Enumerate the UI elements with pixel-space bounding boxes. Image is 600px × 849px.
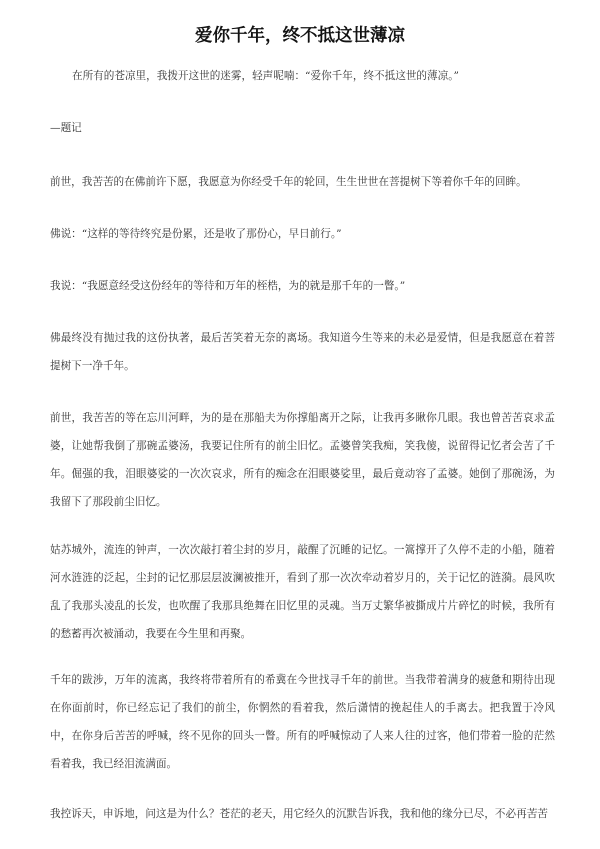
body-paragraph: 我说：“我愿意经受这份经年的等待和万年的桎梏，为的就是那千年的一瞥。” xyxy=(50,280,406,292)
body-paragraph: 我控诉天，申诉地，问这是为什么？苍茫的老天，用它经久的沉默告诉我，我和他的缘分已尽，不必再苦苦 xyxy=(50,808,548,820)
body-paragraph: 前世，我苦苦的等在忘川河畔，为的是在那船夫为你撑船离开之际，让我再多瞅你几眼。我也曾苦苦哀求孟婆，让她帮我倒了那碗孟婆汤，我要记住所有的前尘旧忆。孟婆曾笑我痴，笑我傻，说留得记忆者会苦了千年。倔强的我，泪眼婆娑的一次次哀求，所有的痴念在泪眼婆娑里，最后竟动容了孟婆。她倒了那碗汤，为我留下了那段前尘旧忆。 xyxy=(50,412,555,508)
body-paragraph: 佛最终没有抛过我的这份执著，最后苦笑着无奈的离场。我知道今生等来的未必是爱情，但是我愿意在着菩提树下一净千年。 xyxy=(50,332,555,372)
epigraph-attribution: —题记 xyxy=(50,122,82,134)
epigraph-paragraph: 在所有的苍凉里，我拨开这世的迷雾，轻声呢喃：“爱你千年，终不抵这世的薄凉。” xyxy=(72,70,459,82)
body-paragraph: 姑苏城外，流连的钟声，一次次敲打着尘封的岁月，敲醒了沉睡的记忆。一篙撑开了久停不走的小船，随着河水涟涟的泛起，尘封的记忆那层层波澜被推开，看到了那一次次牵动着岁月的，关于记忆的涟漪。晨风吹乱了我那头凌乱的长发，也吹醒了我那具绝舞在旧忆里的灵魂。当万丈繁华被撕成片片碎忆的时候，我所有的愁蓄再次被涌动，我要在今生里和再聚。 xyxy=(50,544,555,640)
body-paragraph: 前世，我苦苦的在佛前许下愿，我愿意为你经受千年的轮回，生生世世在菩提树下等着你千年的回眸。 xyxy=(50,176,527,188)
body-paragraph: 佛说：“这样的等待终究是份累，还是收了那份心，早日前行。” xyxy=(50,228,342,240)
document-title: 爱你千年，终不抵这世薄凉 xyxy=(195,26,405,46)
body-paragraph: 千年的跋涉，万年的流离，我终将带着所有的希冀在今世找寻千年的前世。当我带着满身的疲惫和期待出现在你面前时，你已经忘记了我们的前尘，你惘然的看着我，然后潇情的挽起佳人的手离去。把我置于冷风中，在你身后苦苦的呼喊，终不见你的回头一瞥。所有的呼喊惊动了人来人往的过客，他们带着一脸的茫然看着我，我已经泪流满面。 xyxy=(50,674,555,770)
